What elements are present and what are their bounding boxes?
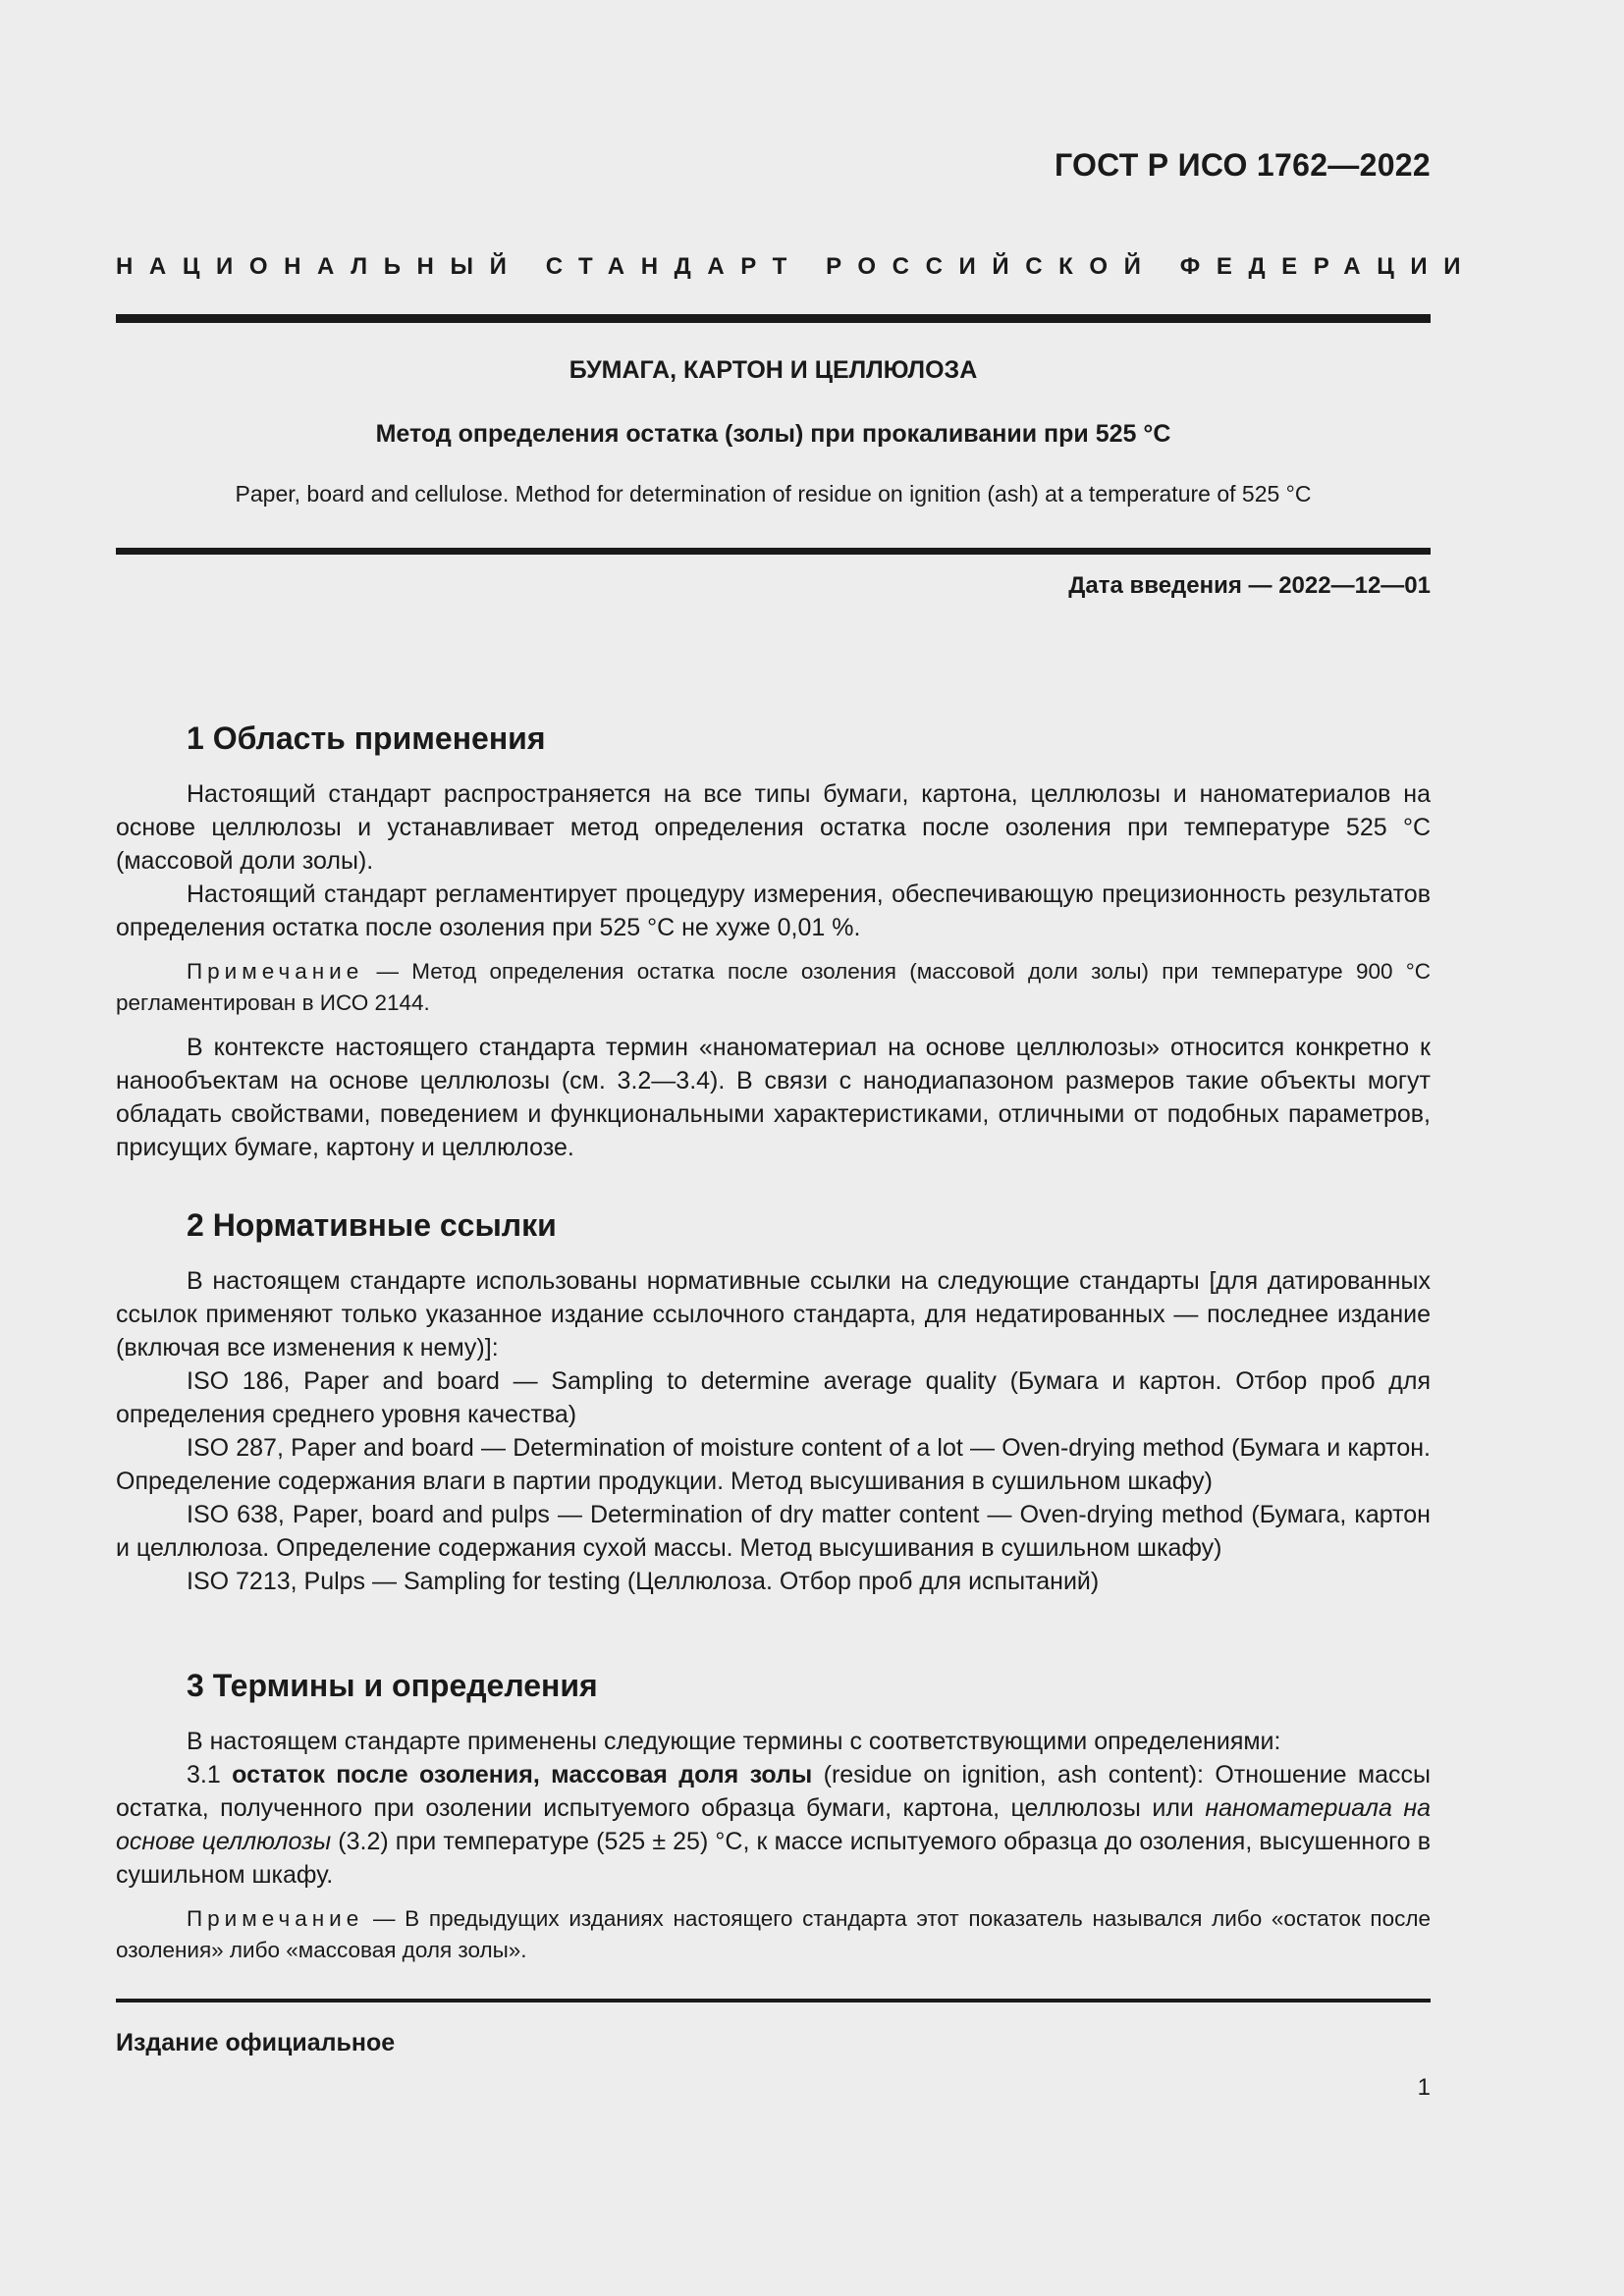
english-title: Paper, board and cellulose. Method for determination of residue on ignition (ash) at a temperature of 525 °С [235, 481, 1312, 507]
term-reference: наноматериала на основе целлюлозы [116, 1794, 1431, 1855]
section-heading: 2 Нормативные ссылки [187, 1207, 557, 1243]
paragraph: Настоящий стандарт распространяется на все типы бумаги, картона, целлюлозы и наноматериалов на основе целлюлозы и устанавливает метод определения остатка после озоления при температуре 525 °С (массовой доли золы). [116, 780, 1431, 875]
section-terms [116, 1664, 1431, 1978]
reference-item: ISO 7213, Pulps — Sampling for testing (Целлюлоза. Отбор проб для испытаний) [187, 1568, 1100, 1595]
top-rule [116, 314, 1431, 323]
document-subtitle: Метод определения остатка (золы) при прокаливании при 525 °С [375, 420, 1171, 448]
document-title: БУМАГА, КАРТОН И ЦЕЛЛЮЛОЗА [568, 356, 978, 384]
introduction-date: Дата введения — 2022—12—01 [1068, 572, 1431, 599]
official-edition-label: Издание официальное [116, 2029, 396, 2056]
national-standard-banner: НАЦИОНАЛЬНЫЙ СТАНДАРТ РОССИЙСКОЙ ФЕДЕРАЦИИ [116, 253, 1478, 280]
paragraph: В настоящем стандарте использованы нормативные ссылки на следующие стандарты [для датированных ссылок применяют только указанное издание ссылочного стандарта, для недатированных — последнее издание (включая все изменения к нему)]: [116, 1267, 1431, 1362]
term-name: остаток после озоления, массовая доля золы [232, 1761, 813, 1789]
paragraph: В настоящем стандарте применены следующие термины с соответствующими определениями: [187, 1728, 1281, 1755]
note-label: Примечание [187, 959, 364, 984]
note-text: — В предыдущих изданиях настоящего стандарта этот показатель назывался либо «остаток после озоления» либо «массовая доля золы». [116, 1906, 1431, 1962]
reference-item: ISO 287, Paper and board — Determination of moisture content of a lot — Oven-drying method (Бумага и картон. Определение содержания влаги в партии продукции. Метод высушивания в сушильном шкафу) [116, 1434, 1431, 1495]
section-scope [116, 717, 1431, 1164]
paragraph: Настоящий стандарт регламентирует процедуру измерения, обеспечивающую прецизионность результатов определения остатка после озоления при 525 °С не хуже 0,01 %. [116, 881, 1431, 941]
note [116, 956, 1431, 1019]
section-normative-references [116, 1203, 1431, 1598]
term-definition [116, 1758, 1431, 1892]
term-text: (3.2) при температуре (525 ± 25) °С, к массе испытуемого образца до озоления, высушенного в сушильном шкафу. [116, 1828, 1431, 1889]
reference-item: ISO 638, Paper, board and pulps — Determination of dry matter content — Oven-drying method (Бумага, картон и целлюлоза. Определение содержания сухой массы. Метод высушивания в сушильном шкафу) [116, 1501, 1431, 1562]
footer-rule [116, 1999, 1431, 2002]
reference-item: ISO 186, Paper and board — Sampling to determine average quality (Бумага и картон. Отбор проб для определения среднего уровня качества) [116, 1367, 1431, 1428]
paragraph: В контексте настоящего стандарта термин «наноматериал на основе целлюлозы» относится конкретно к нанообъектам на основе целлюлозы (см. 3.2—3.4). В связи с нанодиапазоном размеров такие объекты могут обладать свойствами, поведением и функциональными характеристиками, отличными от подобных параметров, присущих бумаге, картону и целлюлозе. [116, 1034, 1431, 1161]
section-heading: 3 Термины и определения [187, 1668, 598, 1703]
standard-number: ГОСТ Р ИСО 1762—2022 [1054, 147, 1431, 183]
note-text: — Метод определения остатка после озоления (массовой доли золы) при температуре 900 °С регламентирован в ИСО 2144. [116, 959, 1431, 1015]
page-number: 1 [1417, 2074, 1431, 2101]
term-number: 3.1 [187, 1761, 221, 1789]
note-label: Примечание [187, 1906, 364, 1931]
section-heading: 1 Область применения [187, 721, 546, 756]
note [116, 1903, 1431, 1966]
title-rule [116, 548, 1431, 555]
term-text: (residue on ignition, ash content): Отношение массы остатка, полученного при озолении испытуемого образца бумаги, картона, целлюлозы или [116, 1761, 1431, 1822]
